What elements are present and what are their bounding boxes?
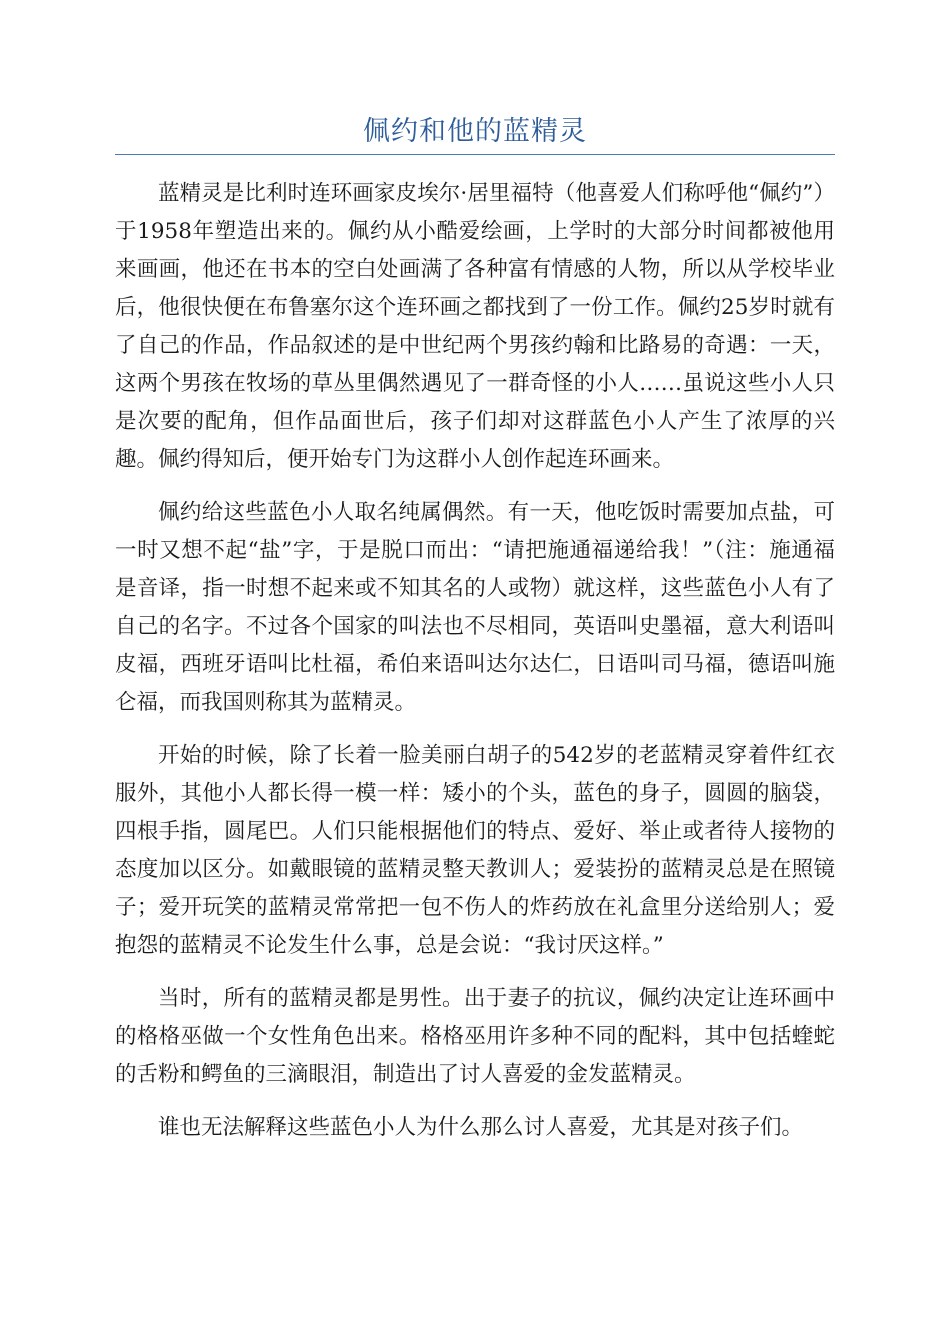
- page-title: 佩约和他的蓝精灵: [363, 116, 587, 147]
- paragraph: 当时，所有的蓝精灵都是男性。出于妻子的抗议，佩约决定让连环画中的格格巫做一个女性角色出来。格格巫用许多种不同的配料，其中包括蝰蛇的舌粉和鳄鱼的三滴眼泪，制造出了讨人喜爱的金发蓝精灵。: [115, 986, 835, 1087]
- paragraph: 谁也无法解释这些蓝色小人为什么那么讨人喜爱，尤其是对孩子们。: [158, 1115, 804, 1140]
- document-body: [115, 175, 835, 1162]
- paragraph: 开始的时候，除了长着一脸美丽白胡子的542岁的老蓝精灵穿着件红衣服外，其他小人都长得一模一样：矮小的个头，蓝色的身子，圆圆的脑袋，四根手指，圆尾巴。人们只能根据他们的特点、爱好、举止或者待人接物的态度加以区分。如戴眼镜的蓝精灵整天教训人；爱装扮的蓝精灵总是在照镜子；爱开玩笑的蓝精灵常常把一包不伤人的炸药放在礼盒里分送给别人；爱抱怨的蓝精灵不论发生什么事，总是会说：“我讨厌这样。”: [115, 743, 835, 958]
- paragraph: 佩约给这些蓝色小人取名纯属偶然。有一天，他吃饭时需要加点盐，可一时又想不起“盐”字，于是脱口而出：“请把施通福递给我！”（注：施通福是音译，指一时想不起来或不知其名的人或物）就这样，这些蓝色小人有了自己的名字。不过各个国家的叫法也不尽相同，英语叫史墨福，意大利语叫皮福，西班牙语叫比杜福，希伯来语叫达尔达仁，日语叫司马福，德语叫施仑福，而我国则称其为蓝精灵。: [115, 500, 835, 715]
- title-underline: [115, 154, 835, 155]
- paragraph: 蓝精灵是比利时连环画家皮埃尔·居里福特（他喜爱人们称呼他“佩约”）于1958年塑造出来的。佩约从小酷爱绘画，上学时的大部分时间都被他用来画画，他还在书本的空白处画满了各种富有情感的人物，所以从学校毕业后，他很快便在布鲁塞尔这个连环画之都找到了一份工作。佩约25岁时就有了自己的作品，作品叙述的是中世纪两个男孩约翰和比路易的奇遇：一天，这两个男孩在牧场的草丛里偶然遇见了一群奇怪的小人……虽说这些小人只是次要的配角，但作品面世后，孩子们却对这群蓝色小人产生了浓厚的兴趣。佩约得知后，便开始专门为这群小人创作起连环画来。: [115, 181, 835, 472]
